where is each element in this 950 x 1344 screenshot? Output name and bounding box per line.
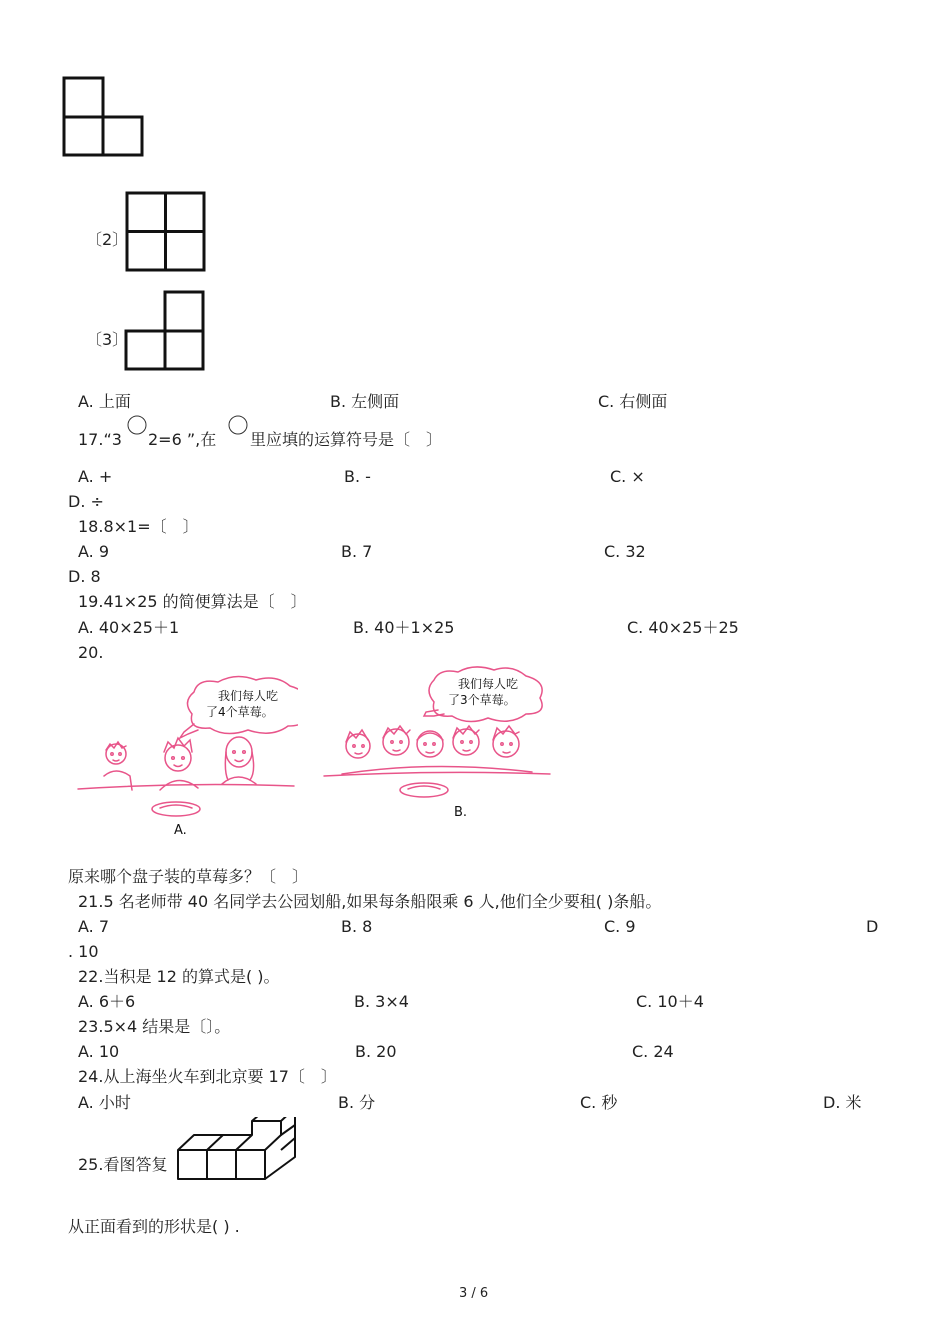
q18-option-a[interactable]: A. 9 bbox=[78, 542, 110, 561]
bubble-a-line1: 我们每人吃 bbox=[218, 689, 279, 703]
bubble-b-line1: 我们每人吃 bbox=[458, 677, 519, 691]
q20-stem: 20. bbox=[78, 643, 104, 662]
q17-option-d[interactable]: D. ÷ bbox=[68, 492, 104, 511]
view-figure-1 bbox=[62, 76, 146, 158]
q21-option-d-letter[interactable]: D bbox=[866, 917, 879, 936]
q19-option-a[interactable]: A. 40×25＋1 bbox=[78, 618, 180, 637]
q23-option-a[interactable]: A. 10 bbox=[78, 1042, 120, 1061]
q23-stem: 23.5×4 结果是〔〕。 bbox=[78, 1017, 231, 1036]
q19-stem: 19.41×25 的简便算法是〔 〕 bbox=[78, 592, 307, 611]
q17-option-b[interactable]: B. - bbox=[344, 467, 371, 486]
q16-option-a[interactable]: A. 上面 bbox=[78, 392, 131, 411]
q16-option-b[interactable]: B. 左侧面 bbox=[330, 392, 400, 411]
q16-option-c[interactable]: C. 右侧面 bbox=[598, 392, 668, 411]
strawberry-illustration-b bbox=[322, 664, 552, 824]
q18-stem: 18.8×1=〔 〕 bbox=[78, 517, 199, 536]
q21-option-b[interactable]: B. 8 bbox=[341, 917, 373, 936]
q25-stem: 25.看图答复 bbox=[78, 1155, 168, 1174]
plate-b-label: B. bbox=[454, 805, 468, 820]
cube-stack-figure bbox=[174, 1117, 300, 1183]
q19-option-c[interactable]: C. 40×25＋25 bbox=[627, 618, 739, 637]
blank-circle-1 bbox=[126, 414, 148, 436]
page-number: 3 / 6 bbox=[459, 1286, 489, 1301]
bubble-a-line2: 了4个草莓。 bbox=[206, 705, 274, 719]
view-figure-3 bbox=[124, 290, 206, 372]
plate-a-label: A. bbox=[174, 823, 187, 838]
q22-option-c[interactable]: C. 10＋4 bbox=[636, 992, 704, 1011]
q18-option-c[interactable]: C. 32 bbox=[604, 542, 646, 561]
q22-option-b[interactable]: B. 3×4 bbox=[354, 992, 409, 1011]
q19-option-b[interactable]: B. 40＋1×25 bbox=[353, 618, 455, 637]
q17-option-c[interactable]: C. × bbox=[610, 467, 645, 486]
strawberry-illustration-a bbox=[76, 672, 298, 842]
figure-2-label: 〔2〕 bbox=[86, 230, 129, 249]
view-figure-2 bbox=[125, 191, 207, 273]
q21-option-a[interactable]: A. 7 bbox=[78, 917, 110, 936]
q21-stem: 21.5 名老师带 40 名同学去公园划船,如果每条船限乘 6 人,他们全少要租( )条船。 bbox=[78, 892, 662, 911]
q23-option-b[interactable]: B. 20 bbox=[355, 1042, 397, 1061]
q25-question: 从正面看到的形状是( ) . bbox=[68, 1217, 240, 1236]
q17-option-a[interactable]: A. + bbox=[78, 467, 113, 486]
q21-option-c[interactable]: C. 9 bbox=[604, 917, 636, 936]
q24-option-b[interactable]: B. 分 bbox=[338, 1093, 376, 1112]
q24-stem: 24.从上海坐火车到北京要 17〔 〕 bbox=[78, 1067, 337, 1086]
q20-question: 原来哪个盘子装的草莓多？〔 〕 bbox=[68, 867, 309, 886]
q24-option-c[interactable]: C. 秒 bbox=[580, 1093, 618, 1112]
q22-option-a[interactable]: A. 6＋6 bbox=[78, 992, 136, 1011]
q23-option-c[interactable]: C. 24 bbox=[632, 1042, 674, 1061]
blank-circle-2 bbox=[227, 414, 249, 436]
q17-stem-part1: 17.“3 bbox=[78, 430, 122, 449]
q18-option-d[interactable]: D. 8 bbox=[68, 567, 101, 586]
q24-option-d[interactable]: D. 米 bbox=[823, 1093, 862, 1112]
q24-option-a[interactable]: A. 小时 bbox=[78, 1093, 131, 1112]
q17-stem-part3: 里应填的运算符号是〔 〕 bbox=[250, 430, 443, 449]
bubble-b-line2: 了3个草莓。 bbox=[448, 693, 516, 707]
q17-stem-part2: 2=6 ”,在 bbox=[148, 430, 217, 449]
figure-3-label: 〔3〕 bbox=[86, 330, 129, 349]
q22-stem: 22.当积是 12 的算式是( )。 bbox=[78, 967, 280, 986]
q21-option-d-value[interactable]: . 10 bbox=[68, 942, 99, 961]
q18-option-b[interactable]: B. 7 bbox=[341, 542, 373, 561]
